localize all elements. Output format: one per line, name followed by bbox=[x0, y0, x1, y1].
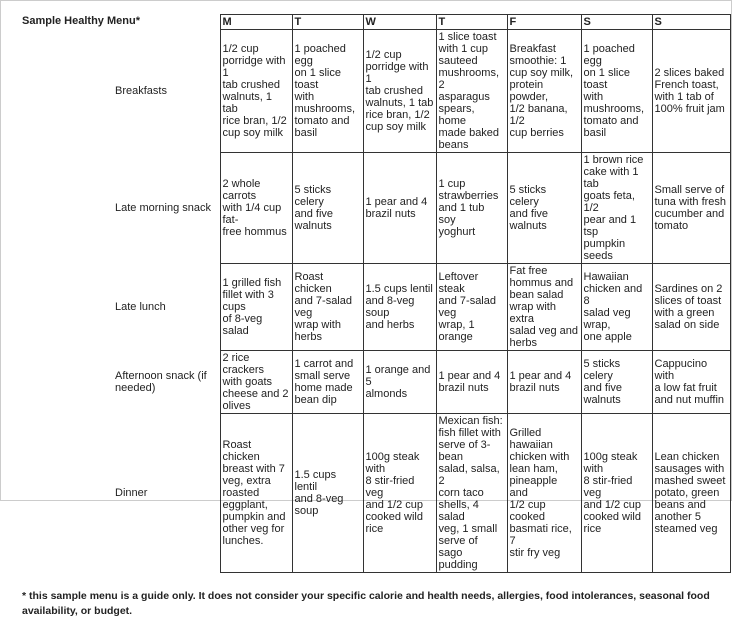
menu-cell: Breakfast smoothie: 1 cup soy milk, protein powder, 1/2 banana, 1/2 cup berries bbox=[507, 30, 581, 153]
menu-cell: 1 pear and 4 brazil nuts bbox=[507, 351, 581, 414]
meal-label: Breakfasts bbox=[115, 85, 167, 97]
menu-cell: Cappucino with a low fat fruit and nut muffin bbox=[652, 351, 730, 414]
menu-cell: Fat free hommus and bean salad wrap with extra salad veg and herbs bbox=[507, 264, 581, 351]
menu-cell: Sardines on 2 slices of toast with a green salad on side bbox=[652, 264, 730, 351]
meal-row bbox=[115, 351, 730, 414]
meal-row bbox=[115, 264, 730, 351]
menu-cell: 1 poached egg on 1 slice toast with mushrooms, tomato and basil bbox=[581, 30, 652, 153]
menu-cell: Hawaiian chicken and 8 salad veg wrap, one apple bbox=[581, 264, 652, 351]
day-header: S bbox=[652, 15, 730, 30]
day-header: F bbox=[507, 15, 581, 30]
menu-cell: 1/2 cup porridge with 1 tab crushed walnuts, 1 tab rice bran, 1/2 cup soy milk bbox=[220, 30, 292, 153]
day-header: T bbox=[292, 15, 363, 30]
menu-cell: 1.5 cups lentil and 8-veg soup bbox=[292, 414, 363, 573]
menu-table bbox=[115, 14, 731, 573]
meal-label: Afternoon snack (if needed) bbox=[115, 370, 207, 394]
menu-cell: Roast chicken breast with 7 veg, extra roasted eggplant, pumpkin and other veg for lunches. bbox=[220, 414, 292, 573]
disclaimer-footnote: * this sample menu is a guide only. It does not consider your specific calorie and health needs, allergies, food intolerances, seasonal food availability, or budget. bbox=[22, 590, 710, 617]
menu-cell: 5 sticks celery and five walnuts bbox=[507, 153, 581, 264]
day-header: M bbox=[220, 15, 292, 30]
meal-row bbox=[115, 414, 730, 573]
menu-cell: 1 grilled fish fillet with 3 cups of 8-veg salad bbox=[220, 264, 292, 351]
menu-cell: 1 carrot and small serve home made bean dip bbox=[292, 351, 363, 414]
meal-label: Late lunch bbox=[115, 301, 166, 313]
day-header: S bbox=[581, 15, 652, 30]
menu-cell: 1 pear and 4 brazil nuts bbox=[436, 351, 507, 414]
day-header: T bbox=[436, 15, 507, 30]
menu-cell: 100g steak with 8 stir-fried veg and 1/2 cup cooked wild rice bbox=[581, 414, 652, 573]
day-header: W bbox=[363, 15, 436, 30]
day-header-row bbox=[115, 15, 730, 30]
menu-cell: Roast chicken and 7-salad veg wrap with herbs bbox=[292, 264, 363, 351]
menu-cell: 1 poached egg on 1 slice toast with mushrooms, tomato and basil bbox=[292, 30, 363, 153]
menu-cell: 1 slice toast with 1 cup sauteed mushrooms, 2 asparagus spears, home made baked beans bbox=[436, 30, 507, 153]
menu-cell: 100g steak with 8 stir-fried veg and 1/2 cup cooked wild rice bbox=[363, 414, 436, 573]
corner-spacer bbox=[115, 15, 220, 30]
meal-row bbox=[115, 30, 730, 153]
menu-cell: Small serve of tuna with fresh cucumber and tomato bbox=[652, 153, 730, 264]
meal-label: Dinner bbox=[115, 487, 148, 499]
menu-cell: 1/2 cup porridge with 1 tab crushed walnuts, 1 tab rice bran, 1/2 cup soy milk bbox=[363, 30, 436, 153]
menu-cell: 5 sticks celery and five walnuts bbox=[581, 351, 652, 414]
menu-cell: Grilled hawaiian chicken with lean ham, pineapple and 1/2 cup cooked basmati rice, 7 stir fry veg bbox=[507, 414, 581, 573]
menu-cell: 1.5 cups lentil and 8-veg soup and herbs bbox=[363, 264, 436, 351]
menu-cell: 2 whole carrots with 1/4 cup fat- free hommus bbox=[220, 153, 292, 264]
menu-cell: Leftover steak and 7-salad veg wrap, 1 orange bbox=[436, 264, 507, 351]
menu-cell: 1 pear and 4 brazil nuts bbox=[363, 153, 436, 264]
menu-cell: 1 cup strawberries and 1 tub soy yoghurt bbox=[436, 153, 507, 264]
menu-cell: 1 brown rice cake with 1 tab goats feta, 1/2 pear and 1 tsp pumpkin seeds bbox=[581, 153, 652, 264]
meal-row bbox=[115, 153, 730, 264]
menu-cell: 5 sticks celery and five walnuts bbox=[292, 153, 363, 264]
menu-cell: 2 rice crackers with goats cheese and 2 olives bbox=[220, 351, 292, 414]
page-title: Sample Healthy Menu* bbox=[22, 15, 140, 27]
menu-cell: 2 slices baked French toast, with 1 tab of 100% fruit jam bbox=[652, 30, 730, 153]
menu-cell: Lean chicken sausages with mashed sweet potato, green beans and another 5 steamed veg bbox=[652, 414, 730, 573]
menu-cell: Mexican fish: fish fillet with serve of 3-bean salad, salsa, 2 corn taco shells, 4 salad veg, 1 small serve of sago pudding bbox=[436, 414, 507, 573]
meal-label: Late morning snack bbox=[115, 202, 211, 214]
menu-cell: 1 orange and 5 almonds bbox=[363, 351, 436, 414]
